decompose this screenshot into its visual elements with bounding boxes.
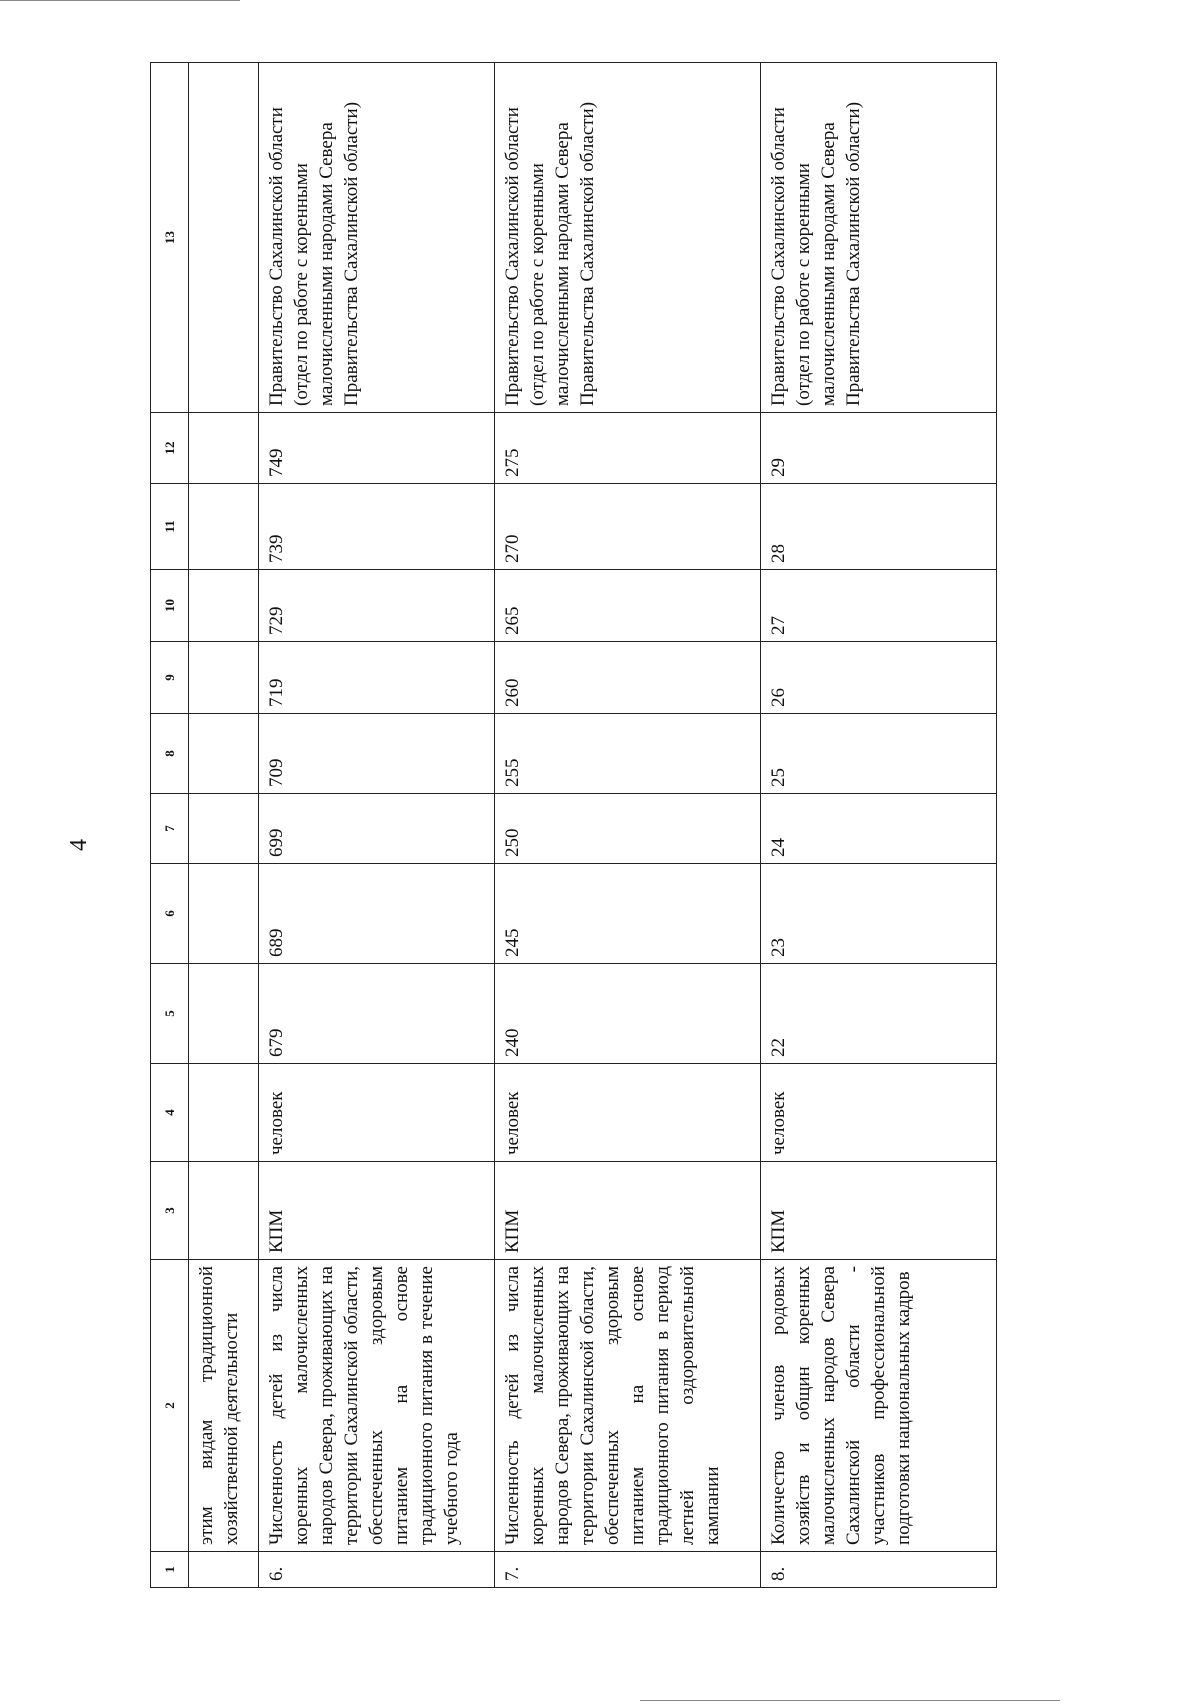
header-cell: 4 <box>151 1064 189 1162</box>
value-cell: 265 <box>495 570 761 642</box>
header-cell: 12 <box>151 413 189 484</box>
value-cell: 709 <box>259 714 495 794</box>
value-cell: 24 <box>761 794 997 864</box>
value-cell: 270 <box>495 484 761 570</box>
header-cell: 2 <box>151 1260 189 1552</box>
value-cell: 255 <box>495 714 761 794</box>
header-cell: 8 <box>151 714 189 794</box>
header-cell: 6 <box>151 864 189 964</box>
row-number: 7. <box>495 1552 761 1588</box>
value-cell: 260 <box>495 642 761 714</box>
value-cell: 749 <box>259 413 495 484</box>
header-cell: 7 <box>151 794 189 864</box>
source-cell: КПМ <box>259 1162 495 1260</box>
header-cell: 10 <box>151 570 189 642</box>
page-number: 4 <box>65 839 92 851</box>
table-row-continuation <box>189 63 259 1588</box>
header-cell: 13 <box>151 63 189 413</box>
header-cell: 9 <box>151 642 189 714</box>
value-cell: 240 <box>495 964 761 1064</box>
value-cell: 26 <box>761 642 997 714</box>
value-cell: 27 <box>761 570 997 642</box>
value-cell: 739 <box>259 484 495 570</box>
table-row <box>761 63 997 1588</box>
rotated-table-container <box>150 63 996 1588</box>
value-cell: 719 <box>259 642 495 714</box>
table-row <box>495 63 761 1588</box>
value-cell: 25 <box>761 714 997 794</box>
indicator-text: Количество членов родовых хозяйств и общин коренных малочисленных народов Севера Сахалинской области - участников профессиональной подготовки национальных кадров <box>761 1260 997 1552</box>
table-row <box>259 63 495 1588</box>
responsible-cell: Правительство Сахалинской области (отдел по работе с коренными малочисленными народами Севера Правительства Сахалинской области) <box>495 63 761 413</box>
indicator-text: Численность детей из числа коренных малочисленных народов Севера, проживающих на территории Сахалинской области, обеспеченных здоровым питанием на основе традиционного питания в течение учебного года <box>259 1260 495 1552</box>
header-cell: 11 <box>151 484 189 570</box>
header-cell: 5 <box>151 964 189 1064</box>
value-cell: 679 <box>259 964 495 1064</box>
value-cell: 250 <box>495 794 761 864</box>
value-cell: 23 <box>761 864 997 964</box>
value-cell: 22 <box>761 964 997 1064</box>
scan-mark <box>640 1700 1060 1701</box>
header-cell: 3 <box>151 1162 189 1260</box>
value-cell: 275 <box>495 413 761 484</box>
indicators-table <box>150 62 997 1588</box>
header-row <box>151 63 189 1588</box>
continuation-text: этим видам традиционной хозяйственной деятельности <box>189 1260 259 1552</box>
indicator-text: Численность детей из числа коренных малочисленных народов Севера, проживающих на территории Сахалинской области, обеспеченных здоровым питанием на основе традиционного питания в период летней оздоровительной кампании <box>495 1260 761 1552</box>
scan-mark <box>0 0 240 1</box>
unit-cell: человек <box>495 1064 761 1162</box>
value-cell: 729 <box>259 570 495 642</box>
source-cell: КПМ <box>761 1162 997 1260</box>
value-cell: 245 <box>495 864 761 964</box>
value-cell: 699 <box>259 794 495 864</box>
value-cell: 28 <box>761 484 997 570</box>
source-cell: КПМ <box>495 1162 761 1260</box>
unit-cell: человек <box>259 1064 495 1162</box>
value-cell: 29 <box>761 413 997 484</box>
unit-cell: человек <box>761 1064 997 1162</box>
header-cell: 1 <box>151 1552 189 1588</box>
responsible-cell: Правительство Сахалинской области (отдел по работе с коренными малочисленными народами Севера Правительства Сахалинской области) <box>259 63 495 413</box>
row-number: 6. <box>259 1552 495 1588</box>
row-number: 8. <box>761 1552 997 1588</box>
responsible-cell: Правительство Сахалинской области (отдел по работе с коренными малочисленными народами Севера Правительства Сахалинской области) <box>761 63 997 413</box>
value-cell: 689 <box>259 864 495 964</box>
